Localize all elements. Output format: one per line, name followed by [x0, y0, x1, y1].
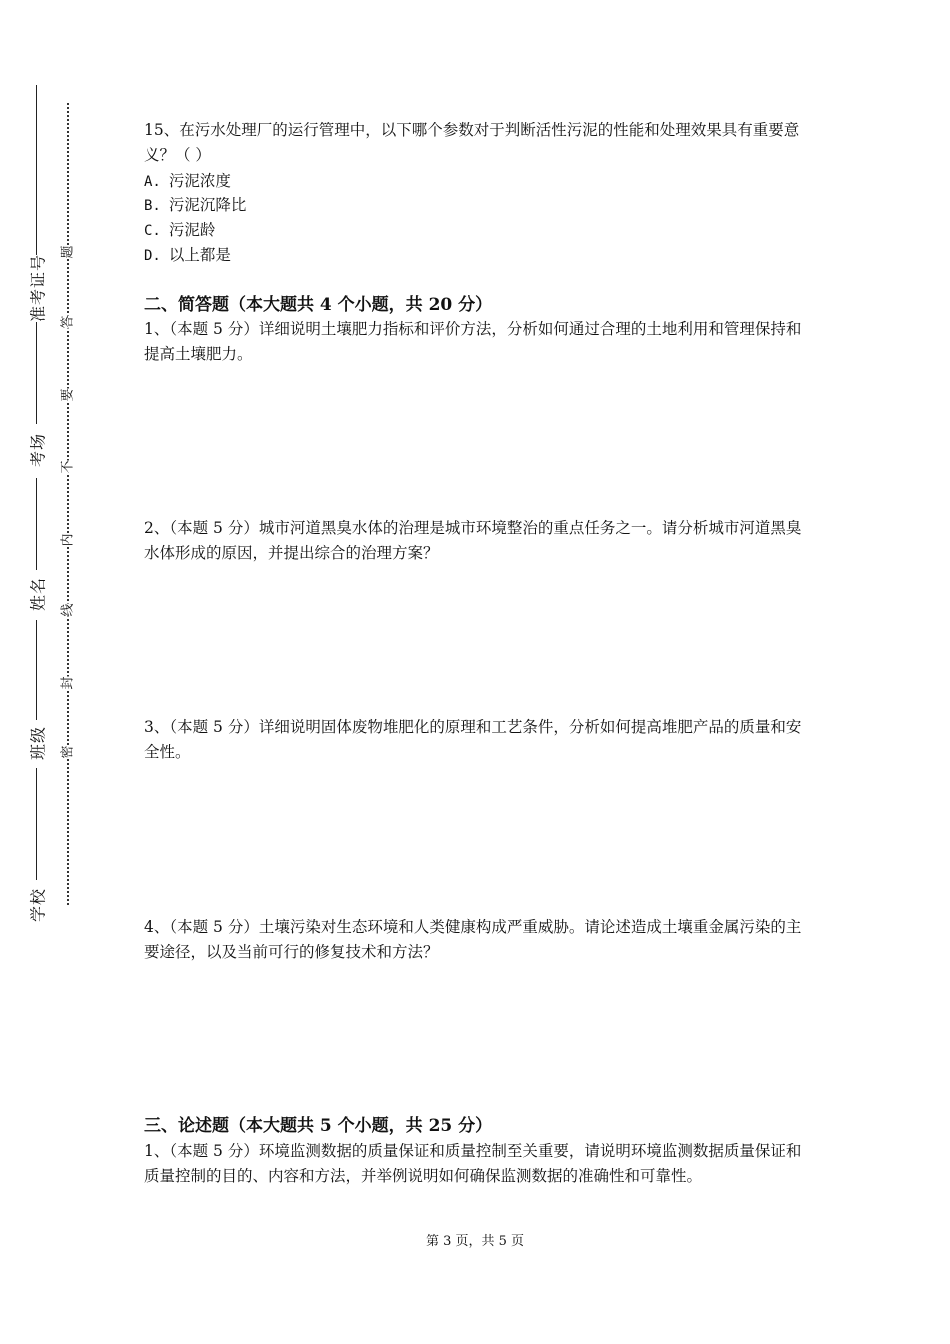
- page-number: 第 3 页，共 5 页: [425, 1234, 525, 1249]
- field-label-exam-id: 准考证号: [28, 253, 48, 323]
- seal-char: 题: [60, 245, 76, 259]
- field-line: [36, 768, 37, 880]
- seal-char: 线: [60, 603, 76, 617]
- option-text: 污泥龄: [168, 221, 216, 239]
- field-line: [36, 478, 37, 570]
- short-answer-question: 2、（本题 5 分）城市河道黑臭水体的治理是城市环境整治的重点任务之一。请分析城市河道黑臭水体形成的原因，并提出综合的治理方案？: [144, 519, 802, 562]
- option-letter: B.: [144, 198, 161, 214]
- seal-char: 密: [60, 745, 76, 759]
- option-text: 以上都是: [168, 246, 231, 264]
- option-letter: A.: [144, 174, 161, 190]
- option-letter: C.: [144, 223, 161, 239]
- field-line: [36, 85, 37, 255]
- section-heading: 三、论述题（本大题共 5 个小题，共 25 分）: [144, 1116, 493, 1136]
- seal-char: 答: [60, 315, 76, 329]
- option-b: [144, 193, 246, 218]
- short-answer-question: 3、（本题 5 分）详细说明固体废物堆肥化的原理和工艺条件，分析如何提高堆肥产品的质量和安全性。: [144, 718, 802, 761]
- field-label-school: 学校: [28, 887, 48, 923]
- seal-char: 不: [60, 460, 76, 474]
- seal-dotted-line: [67, 103, 69, 905]
- short-answer-question: 4、（本题 5 分）土壤污染对生态环境和人类健康构成严重威胁。请论述造成土壤重金属污染的主要途径，以及当前可行的修复技术和方法？: [144, 918, 802, 961]
- option-c: [144, 218, 215, 243]
- field-label-class: 班级: [28, 725, 48, 761]
- field-line: [36, 620, 37, 720]
- option-d: [144, 243, 231, 268]
- seal-char: 内: [60, 533, 76, 547]
- section-heading: 二、简答题（本大题共 4 个小题，共 20 分）: [144, 295, 493, 315]
- seal-char: 封: [60, 676, 76, 690]
- seal-char: 要: [60, 388, 76, 402]
- option-a: [144, 169, 231, 194]
- field-label-exam-room: 考场: [28, 432, 48, 468]
- option-text: 污泥沉降比: [168, 196, 247, 214]
- option-letter: D.: [144, 248, 161, 264]
- field-line: [36, 322, 37, 424]
- option-text: 污泥浓度: [168, 172, 231, 190]
- question-15-text: 15、在污水处理厂的运行管理中，以下哪个参数对于判断活性污泥的性能和处理效果具有重要意义？（ ）: [144, 121, 800, 164]
- short-answer-question: 1、（本题 5 分）详细说明土壤肥力指标和评价方法，分析如何通过合理的土地利用和管理保持和提高土壤肥力。: [144, 320, 802, 363]
- essay-question: 1、（本题 5 分）环境监测数据的质量保证和质量控制至关重要，请说明环境监测数据质量保证和质量控制的目的、内容和方法，并举例说明如何确保监测数据的准确性和可靠性。: [144, 1142, 802, 1185]
- field-label-name: 姓名: [28, 576, 48, 612]
